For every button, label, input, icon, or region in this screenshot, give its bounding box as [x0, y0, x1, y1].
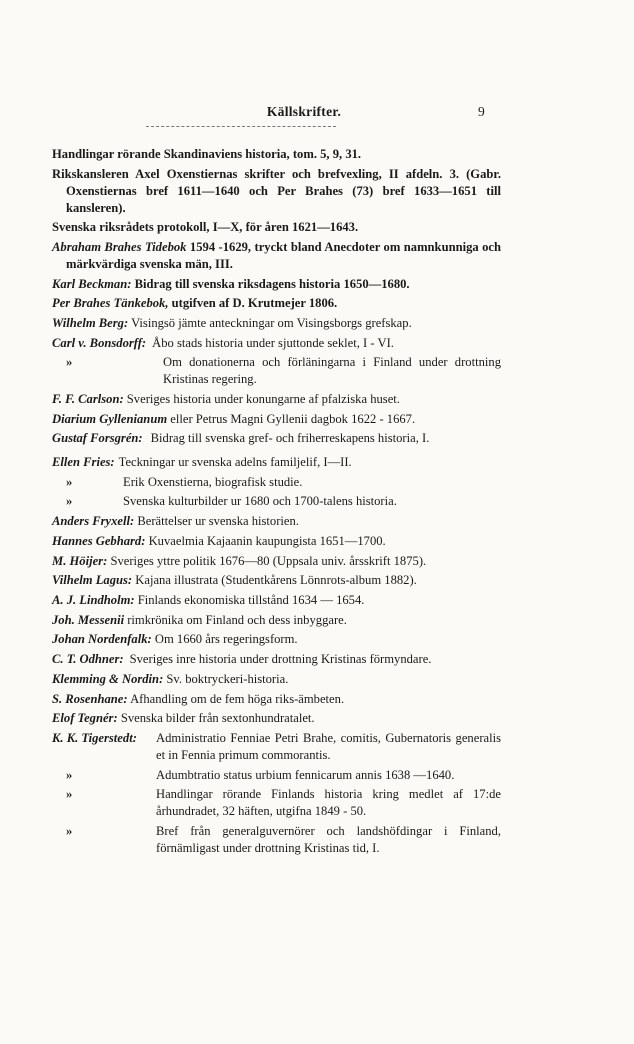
bibliography-entry: Klemming & Nordin: Sv. boktryckeri-historia.	[52, 671, 289, 686]
entry-author: Hannes Gebhard:	[52, 533, 146, 548]
bibliography-entry: Johan Nordenfalk: Om 1660 års regeringsform.	[52, 632, 298, 647]
bibliography-subentry: » Om donationerna och förläningarna i Finland under drottning Kristinas regering.	[52, 354, 501, 388]
entry-author: Ellen Fries:	[52, 455, 115, 470]
bibliography-entry: Joh. Messenii rimkrönika om Finland och dess inbyggare.	[52, 612, 347, 627]
entry-author: Johan Nordenfalk:	[52, 632, 152, 647]
bibliography-subentry: » Adumbtratio status urbium fennicarum annis 1638 —1640.	[52, 767, 501, 784]
bibliography-entry: Vilhelm Lagus: Kajana illustrata (Studentkårens Lönnrots-album 1882).	[52, 573, 417, 588]
entry-author: C. T. Odhner:	[52, 652, 124, 667]
entry-author: Abraham Brahes Tidebok	[52, 239, 187, 254]
bibliography-entry: Abraham Brahes Tidebok 1594 -1629, tryckt bland Anecdoter om namnkunniga och märkvärdiga svenska män, III.	[52, 239, 502, 271]
entry-author: K. K. Tigerstedt:	[52, 730, 137, 745]
bibliography-entry: C. T. Odhner: Sveriges inre historia under drottning Kristinas förmyndare.	[52, 652, 432, 667]
ditto-mark: »	[66, 494, 73, 509]
ditto-mark: »	[66, 474, 73, 489]
bibliography-subentry: » Handlingar rörande Finlands historia kring medlet af 17:de århundradet, 32 häften, utgifna 1849 - 50.	[52, 786, 501, 820]
entry-author: S. Rosenhane:	[52, 691, 128, 706]
ditto-mark: »	[66, 787, 73, 802]
entry-author: Karl Beckman:	[52, 276, 132, 291]
bibliography-entry: Svenska riksrådets protokoll, I—X, för åren 1621—1643.	[52, 220, 359, 235]
bibliography-subentry: » Svenska kulturbilder ur 1680 och 1700-talens historia.	[52, 493, 501, 510]
bibliography-subentry: » Bref från generalguvernörer och landshöfdingar i Finland, förnämligast under drottning Kristinas tid, I.	[52, 823, 501, 857]
bibliography-entry: K. K. Tigerstedt: Administratio Fenniae Petri Brahe, comitis, Gubernatoris generalis et in Fennia primum commorantis.	[52, 730, 501, 762]
bibliography-subentry: » Erik Oxenstierna, biografisk studie.	[52, 474, 501, 491]
entry-author: Wilhelm Berg:	[52, 315, 129, 330]
bibliography-entry: Diarium Gyllenianum eller Petrus Magni Gyllenii dagbok 1622 - 1667.	[52, 411, 416, 426]
entry-author: Per Brahes Tänkebok,	[52, 296, 169, 311]
ditto-mark: »	[66, 823, 73, 838]
entry-author: Anders Fryxell:	[52, 514, 135, 529]
bibliography-entry: Hannes Gebhard: Kuvaelmia Kajaanin kaupungista 1651—1700.	[52, 533, 386, 548]
bibliography-entry: F. F. Carlson: Sveriges historia under konungarne af pfalziska huset.	[52, 391, 400, 406]
bibliography-entry: Handlingar rörande Skandinaviens historia, tom. 5, 9, 31.	[52, 147, 362, 161]
bibliography-entry: Elof Tegnér: Svenska bilder från sextonhundratalet.	[52, 711, 315, 726]
bibliography-entry: Gustaf Forsgrén: Bidrag till svenska gref- och friherreskapens historia, I.	[52, 431, 430, 446]
running-header-title: Källskrifter.	[266, 104, 342, 119]
header-rule	[146, 126, 336, 127]
bibliography-entry: Carl v. Bonsdorff: Åbo stads historia under sjuttonde seklet, I - VI.	[52, 335, 394, 350]
entry-author: Diarium Gyllenianum	[52, 411, 168, 426]
bibliography-entry: Anders Fryxell: Berättelser ur svenska historien.	[52, 514, 299, 529]
bibliography-entry: S. Rosenhane: Afhandling om de fem höga riks-ämbeten.	[52, 691, 345, 706]
bibliography-entry: Ellen Fries: Teckningar ur svenska adelns familjelif, I—II.	[52, 455, 352, 470]
ditto-mark: »	[66, 355, 73, 370]
bibliography-entry: M. Höijer: Sveriges yttre politik 1676—80 (Uppsala univ. årsskrift 1875).	[52, 553, 427, 568]
ditto-mark: »	[66, 767, 73, 782]
entry-author: Joh. Messenii	[52, 612, 125, 627]
bibliography-entry: Per Brahes Tänkebok, utgifven af D. Krutmejer 1806.	[52, 296, 338, 311]
entry-author: Vilhelm Lagus:	[52, 573, 133, 588]
entry-author: A. J. Lindholm:	[52, 592, 135, 607]
entry-author: F. F. Carlson:	[52, 391, 124, 406]
bibliography-list	[52, 146, 501, 859]
bibliography-entry: Wilhelm Berg: Visingsö jämte anteckningar om Visingsborgs grefskap.	[52, 315, 412, 330]
bibliography-entry: A. J. Lindholm: Finlands ekonomiska tillstånd 1634 — 1654.	[52, 592, 365, 607]
entry-author: Klemming & Nordin:	[52, 671, 164, 686]
entry-author: Gustaf Forsgrén:	[52, 431, 143, 446]
page-number: 9	[478, 104, 485, 119]
bibliography-entry: Karl Beckman: Bidrag till svenska riksdagens historia 1650—1680.	[52, 276, 410, 291]
entry-author: M. Höijer:	[52, 553, 108, 568]
entry-author: Elof Tegnér:	[52, 711, 118, 726]
bibliography-entry: Rikskansleren Axel Oxenstiernas skrifter och brefvexling, II afdeln. 3. (Gabr. Oxenstiernas bref 1611—1640 och Per Brahes (73) bref 1633—1651 till kansleren).	[52, 166, 501, 215]
entry-author: Carl v. Bonsdorff:	[52, 335, 147, 350]
